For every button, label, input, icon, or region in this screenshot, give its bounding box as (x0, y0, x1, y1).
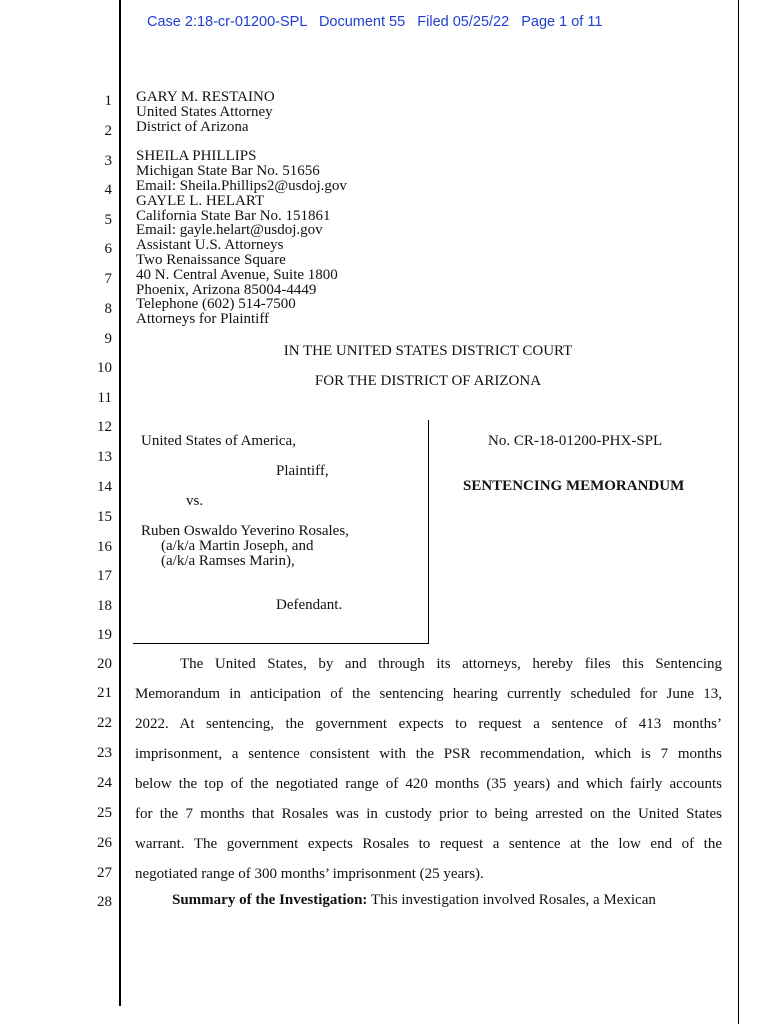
attorney-line: District of Arizona (136, 118, 249, 135)
attorney-line: Two Renaissance Square (136, 251, 286, 268)
line-number: 4 (104, 182, 112, 198)
line-number: 13 (97, 449, 112, 465)
line-number: 26 (97, 835, 112, 851)
line-number: 15 (97, 509, 112, 525)
line-number: 6 (104, 241, 112, 257)
caption-plaintiff: United States of America, (141, 433, 296, 449)
line-number: 9 (104, 331, 112, 347)
caption-divider-horizontal (133, 643, 429, 644)
body-line: Memorandum in anticipation of the sentencing hearing currently scheduled for June 13, (135, 686, 722, 702)
caption-alias-2: (a/k/a Ramses Marin), (161, 553, 295, 569)
line-number: 10 (97, 360, 112, 376)
right-margin-rule (738, 0, 739, 1024)
caption-alias-1: (a/k/a Martin Joseph, and (161, 538, 314, 554)
caption-divider-vertical (428, 420, 429, 643)
body-line: 2022. At sentencing, the government expects to request a sentence of 413 months’ (135, 716, 722, 732)
caption-versus: vs. (186, 493, 204, 509)
line-number: 1 (104, 93, 112, 109)
body-line: for the 7 months that Rosales was in custody prior to being arrested on the United States (135, 806, 722, 822)
line-number: 8 (104, 301, 112, 317)
case-header-stamp: Case 2:18-cr-01200-SPL Document 55 Filed 05/25/22 Page 1 of 11 (147, 14, 603, 30)
line-number: 28 (97, 894, 112, 910)
summary-heading: Summary of the Investigation: (172, 892, 368, 908)
line-number: 19 (97, 627, 112, 643)
attorney-line: GARY M. RESTAINO (136, 89, 275, 105)
line-number: 24 (97, 775, 112, 791)
line-number: 22 (97, 715, 112, 731)
attorney-line: California State Bar No. 151861 (136, 207, 331, 224)
attorney-line: Michigan State Bar No. 51656 (136, 163, 320, 180)
line-number: 5 (104, 212, 112, 228)
attorney-line: United States Attorney (136, 103, 273, 120)
line-number: 21 (97, 685, 112, 701)
line-number: 16 (97, 539, 112, 555)
court-district: FOR THE DISTRICT OF ARIZONA (314, 373, 542, 389)
line-number: 23 (97, 745, 112, 761)
attorney-line: Assistant U.S. Attorneys (136, 237, 284, 254)
attorney-line: Telephone (602) 514-7500 (136, 296, 296, 313)
caption-defendant-name: Ruben Oswaldo Yeverino Rosales, (141, 523, 349, 539)
line-number: 2 (104, 123, 112, 139)
line-number: 11 (97, 390, 112, 406)
attorney-line: 40 N. Central Avenue, Suite 1800 (136, 266, 338, 283)
case-number: No. CR-18-01200-PHX-SPL (488, 433, 663, 449)
summary-line (172, 889, 656, 911)
line-number: 12 (97, 419, 112, 435)
attorney-line: GAYLE L. HELART (136, 192, 265, 209)
line-number: 18 (97, 598, 112, 614)
body-line: negotiated range of 300 months’ imprisonment (25 years). (135, 866, 484, 882)
line-number: 27 (97, 865, 112, 881)
court-name: IN THE UNITED STATES DISTRICT COURT (283, 343, 573, 359)
summary-text: This investigation involved Rosales, a Mexican (370, 892, 656, 908)
line-number: 7 (104, 271, 112, 287)
attorney-block (136, 90, 347, 327)
body-paragraph (135, 649, 722, 889)
caption-defendant-role: Defendant. (276, 597, 343, 613)
line-number: 20 (97, 656, 112, 672)
document-title: SENTENCING MEMORANDUM (463, 478, 685, 494)
body-line: The United States, by and through its attorneys, hereby files this Sentencing (180, 656, 722, 672)
attorney-line: SHEILA PHILLIPS (136, 148, 257, 165)
caption-plaintiff-role: Plaintiff, (276, 463, 329, 479)
line-number: 3 (104, 153, 112, 169)
line-number: 14 (97, 479, 112, 495)
left-margin-rule (119, 0, 121, 1006)
body-line: warrant. The government expects Rosales to request a sentence at the low end of the (135, 836, 722, 852)
attorney-line: Email: gayle.helart@usdoj.gov (136, 222, 323, 239)
attorney-line: Attorneys for Plaintiff (136, 311, 270, 328)
body-line: imprisonment, a sentence consistent with the PSR recommendation, which is 7 months (135, 746, 722, 762)
line-number: 25 (97, 805, 112, 821)
body-line: below the top of the negotiated range of 420 months (35 years) and which fairly accounts (135, 776, 722, 792)
attorney-line: Email: Sheila.Phillips2@usdoj.gov (136, 177, 347, 194)
attorney-line: Phoenix, Arizona 85004-4449 (136, 281, 317, 298)
line-number: 17 (97, 568, 112, 584)
